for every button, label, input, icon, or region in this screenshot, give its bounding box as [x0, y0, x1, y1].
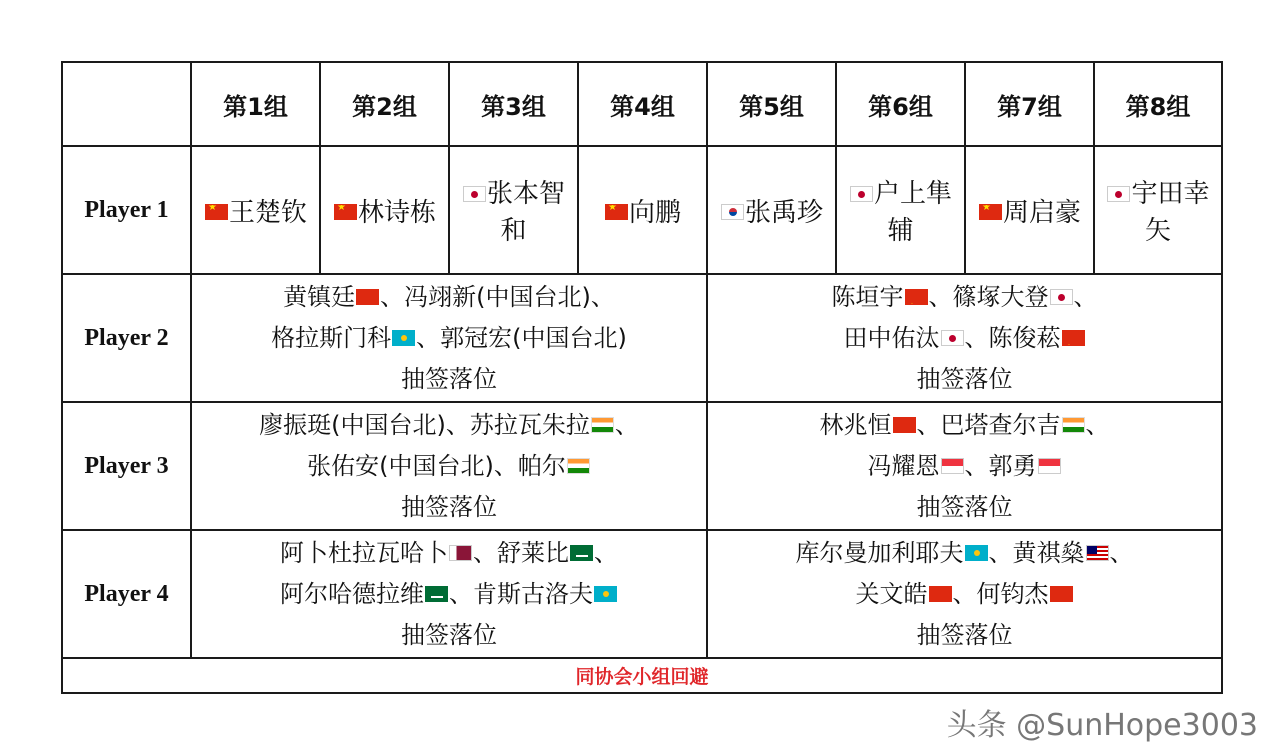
- cn-flag-icon: [979, 204, 1002, 220]
- watermark: 头条 @SunHope3003: [946, 708, 1258, 743]
- kz-flag-icon: [965, 545, 988, 561]
- cn-flag-icon: [905, 289, 928, 305]
- candidate-line: 林兆恒✿ 、巴塔查尔吉 、: [708, 405, 1221, 446]
- cn-flag-icon: [1062, 330, 1085, 346]
- group-header: 第2组: [320, 62, 449, 146]
- hk-flag-icon: [1050, 586, 1073, 602]
- candidate-line: 库尔曼加利耶夫 、黄祺燊 、: [795, 538, 1134, 567]
- seed-cell: [449, 146, 578, 274]
- my-flag-icon: [1086, 545, 1109, 561]
- candidate-line: 黄镇廷✿ 、冯翊新(中国台北)、: [192, 277, 706, 318]
- footer-row: [62, 658, 1222, 693]
- sa-flag-icon: [570, 545, 593, 561]
- seed-cell: [965, 146, 1094, 274]
- seed-player-name: 张禹珍: [744, 197, 823, 228]
- seed-player-name: 周启豪: [1002, 197, 1081, 228]
- in-flag-icon: [567, 458, 590, 474]
- sa-flag-icon: [425, 586, 448, 602]
- seed-cell: [320, 146, 449, 274]
- seed-player-name: 张本智和: [486, 179, 565, 246]
- group-header: 第4组: [578, 62, 707, 146]
- row-label: Player 1: [62, 146, 191, 274]
- kr-flag-icon: [721, 204, 744, 220]
- hk-flag-icon: [929, 586, 952, 602]
- candidate-line: 格拉斯门科 、郭冠宏(中国台北): [271, 323, 627, 352]
- candidates-right: [707, 402, 1222, 530]
- group-header: 第8组: [1094, 62, 1222, 146]
- player2-row: [62, 274, 1222, 402]
- draw-placement-label: 抽签落位: [916, 620, 1013, 649]
- jp-flag-icon: [941, 330, 964, 346]
- draw-placement-label: 抽签落位: [916, 364, 1013, 393]
- seed-player-name: 向鹏: [628, 197, 681, 228]
- candidate-line: 廖振珽(中国台北)、苏拉瓦朱拉 、: [259, 410, 639, 439]
- candidates-left: [191, 402, 707, 530]
- jp-flag-icon: [1050, 289, 1073, 305]
- seed-cell: [836, 146, 965, 274]
- candidates-right: [707, 530, 1222, 658]
- qa-flag-icon: [449, 545, 472, 561]
- row-label: Player 4: [62, 530, 191, 658]
- seed-cell: [578, 146, 707, 274]
- group-header: 第5组: [707, 62, 836, 146]
- cn-flag-icon: [334, 204, 357, 220]
- candidate-line: 张佑安(中国台北)、帕尔: [192, 446, 706, 487]
- draw-placement-label: 抽签落位: [401, 364, 497, 393]
- sg-flag-icon: [941, 458, 964, 474]
- in-flag-icon: [591, 417, 614, 433]
- jp-flag-icon: [850, 186, 873, 202]
- candidates-right: [707, 274, 1222, 402]
- candidates-left: [191, 530, 707, 658]
- candidate-line: 阿卜杜拉瓦哈卜 、舒莱比 、: [280, 538, 618, 567]
- candidate-line: 关文皓✿ 、何钧杰✿: [708, 574, 1221, 615]
- seed-cell: [191, 146, 320, 274]
- cn-flag-icon: [205, 204, 228, 220]
- row-label: Player 2: [62, 274, 191, 402]
- candidate-line: 冯耀恩 、郭勇: [708, 446, 1221, 487]
- draw-placement-label: 抽签落位: [401, 620, 497, 649]
- draw-placement-label: 抽签落位: [401, 492, 497, 521]
- seed-player-name: 王楚钦: [228, 197, 307, 228]
- hk-flag-icon: [893, 417, 916, 433]
- group-header: 第6组: [836, 62, 965, 146]
- player1-row: [62, 146, 1222, 274]
- footer-cell: [62, 658, 1222, 693]
- seed-cell: [1094, 146, 1222, 274]
- row-label: Player 3: [62, 402, 191, 530]
- candidate-line: 陈垣宇★ 、篠塚大登 、: [708, 277, 1221, 318]
- group-header: 第7组: [965, 62, 1094, 146]
- corner-cell: [62, 62, 191, 146]
- kz-flag-icon: [594, 586, 617, 602]
- candidate-line: 田中佑汰 、陈俊菘★: [708, 318, 1221, 359]
- group-header: 第3组: [449, 62, 578, 146]
- candidates-left: [191, 274, 707, 402]
- association-avoidance-note: 同协会小组回避: [575, 666, 709, 688]
- seed-player-name: 宇田幸矢: [1131, 179, 1210, 246]
- seed-player-name: 林诗栋: [357, 197, 436, 228]
- group-draw-table: [61, 61, 1223, 694]
- candidate-line: 阿尔哈德拉维 、肯斯古洛夫: [192, 574, 706, 615]
- header-row: [62, 62, 1222, 146]
- in-flag-icon: [1062, 417, 1085, 433]
- kz-flag-icon: [392, 330, 415, 346]
- draw-placement-label: 抽签落位: [916, 492, 1013, 521]
- player4-row: [62, 530, 1222, 658]
- group-header: 第1组: [191, 62, 320, 146]
- sg-flag-icon: [1038, 458, 1061, 474]
- jp-flag-icon: [1107, 186, 1130, 202]
- seed-player-name: 户上隼辅: [873, 179, 952, 246]
- jp-flag-icon: [463, 186, 486, 202]
- cn-flag-icon: [605, 204, 628, 220]
- seed-cell: [707, 146, 836, 274]
- player3-row: [62, 402, 1222, 530]
- hk-flag-icon: [356, 289, 379, 305]
